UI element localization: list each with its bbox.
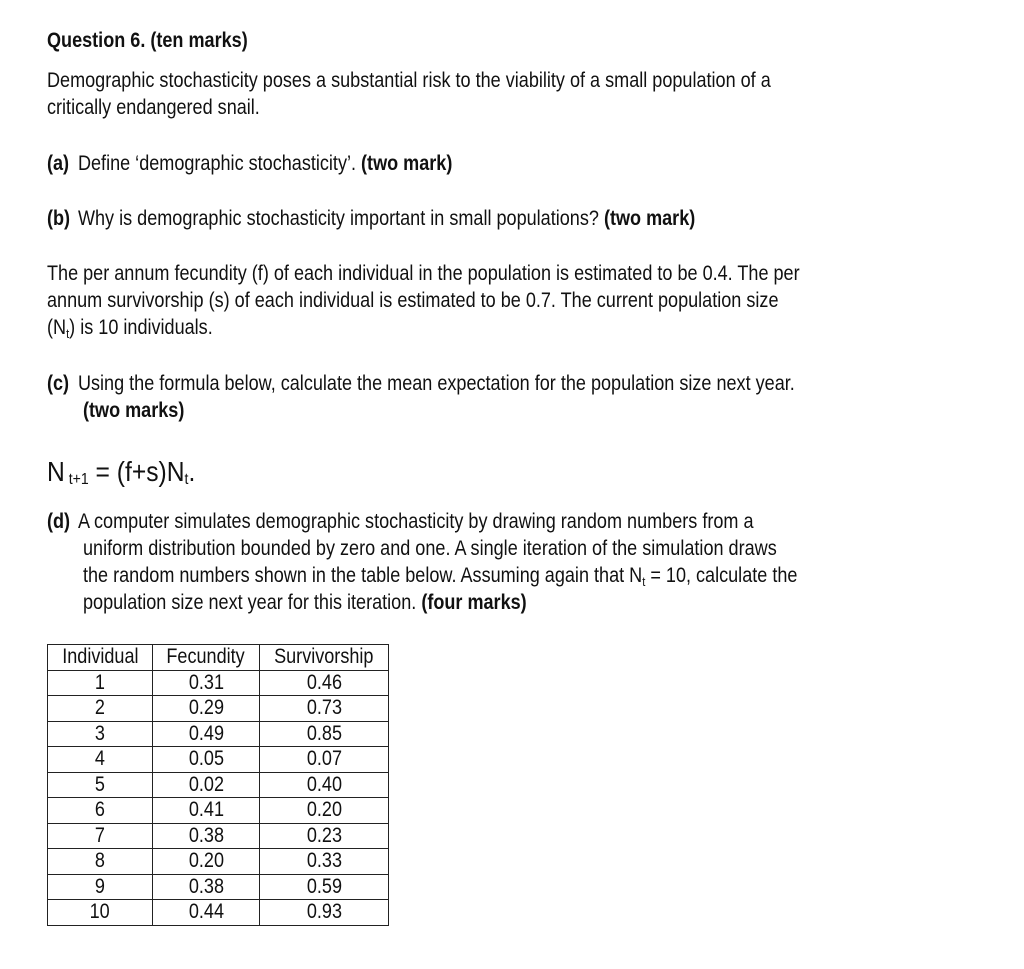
header-individual: Individual <box>48 645 153 671</box>
cell-individual: 2 <box>48 696 153 722</box>
population-formula <box>47 456 195 496</box>
cell-individual: 9 <box>48 874 153 900</box>
cell-individual: 4 <box>48 747 153 773</box>
formula-sub-2: t <box>184 471 189 488</box>
cell-fecundity: 0.38 <box>153 823 260 849</box>
table-row <box>48 747 389 773</box>
part-d-line-3-b: = 10, calculate the <box>645 564 798 587</box>
part-c-label: (c) <box>47 372 70 395</box>
part-a-marks: (two mark) <box>361 152 453 175</box>
table-row <box>48 670 389 696</box>
cell-survivorship: 0.59 <box>260 874 389 900</box>
paragraph-line-2: annum survivorship (s) of each individual is estimated to be 0.7. The current population size <box>47 289 779 312</box>
cell-survivorship: 0.93 <box>260 900 389 926</box>
paragraph-line-3 <box>47 314 213 347</box>
part-d-marks: (four marks) <box>421 591 527 614</box>
part-a-label: (a) <box>47 152 70 175</box>
question-title: Question 6. (ten marks) <box>47 29 248 52</box>
paragraph-line-1: The per annum fecundity (f) of each individual in the population is estimated to be 0.4. The per <box>47 262 800 285</box>
table-row <box>48 900 389 926</box>
cell-survivorship: 0.46 <box>260 670 389 696</box>
part-c-text: Using the formula below, calculate the mean expectation for the population size next year. <box>77 372 795 395</box>
part-c <box>47 370 795 397</box>
table-row <box>48 772 389 798</box>
cell-survivorship: 0.07 <box>260 747 389 773</box>
intro-line-2: critically endangered snail. <box>47 96 260 119</box>
cell-survivorship: 0.73 <box>260 696 389 722</box>
table-row <box>48 874 389 900</box>
formula-n: N <box>47 456 65 487</box>
cell-individual: 7 <box>48 823 153 849</box>
part-b-label: (b) <box>47 207 71 230</box>
cell-individual: 5 <box>48 772 153 798</box>
part-d-line-3-sub: t <box>642 574 646 589</box>
cell-individual: 6 <box>48 798 153 824</box>
part-b-marks: (two mark) <box>603 207 696 230</box>
cell-fecundity: 0.29 <box>153 696 260 722</box>
cell-fecundity: 0.20 <box>153 849 260 875</box>
paragraph-line-3-b: ) is 10 individuals. <box>69 316 213 339</box>
cell-fecundity: 0.02 <box>153 772 260 798</box>
part-b <box>47 205 695 232</box>
cell-fecundity: 0.38 <box>153 874 260 900</box>
part-a-text: Define ‘demographic stochasticity’. <box>77 152 362 175</box>
cell-survivorship: 0.40 <box>260 772 389 798</box>
cell-survivorship: 0.33 <box>260 849 389 875</box>
table-row <box>48 721 389 747</box>
table-row <box>48 696 389 722</box>
table-row <box>48 798 389 824</box>
cell-individual: 8 <box>48 849 153 875</box>
header-survivorship: Survivorship <box>260 645 389 671</box>
header-fecundity: Fecundity <box>153 645 260 671</box>
part-d-line-1 <box>47 508 754 535</box>
part-d-text-1: A computer simulates demographic stochasticity by drawing random numbers from a <box>77 510 754 533</box>
paragraph-line-3-sub: t <box>66 326 70 341</box>
part-d-line-4 <box>83 589 527 616</box>
part-d-text-4: population size next year for this iteration. <box>83 591 422 614</box>
paragraph-line-3-a: (N <box>47 316 67 339</box>
part-b-text: Why is demographic stochasticity important in small populations? <box>77 207 604 230</box>
part-d-line-2: uniform distribution bounded by zero and one. A single iteration of the simulation draws <box>83 537 777 560</box>
cell-fecundity: 0.44 <box>153 900 260 926</box>
cell-fecundity: 0.05 <box>153 747 260 773</box>
cell-survivorship: 0.20 <box>260 798 389 824</box>
part-a <box>47 150 452 177</box>
cell-fecundity: 0.31 <box>153 670 260 696</box>
cell-individual: 3 <box>48 721 153 747</box>
part-d-label: (d) <box>47 510 71 533</box>
part-c-marks: (two marks) <box>83 399 185 422</box>
formula-mid: = (f+s)N <box>88 456 185 487</box>
cell-individual: 10 <box>48 900 153 926</box>
table-row <box>48 849 389 875</box>
table-header-row <box>48 645 389 671</box>
formula-sub-1: t+1 <box>64 471 89 488</box>
part-d-line-3-a: the random numbers shown in the table below. Assuming again that N <box>83 564 643 587</box>
cell-individual: 1 <box>48 670 153 696</box>
cell-survivorship: 0.85 <box>260 721 389 747</box>
intro-line-1: Demographic stochasticity poses a substantial risk to the viability of a small population of a <box>47 69 771 92</box>
cell-survivorship: 0.23 <box>260 823 389 849</box>
random-numbers-table <box>47 644 389 926</box>
cell-fecundity: 0.41 <box>153 798 260 824</box>
table-row <box>48 823 389 849</box>
formula-end: . <box>188 456 196 487</box>
cell-fecundity: 0.49 <box>153 721 260 747</box>
